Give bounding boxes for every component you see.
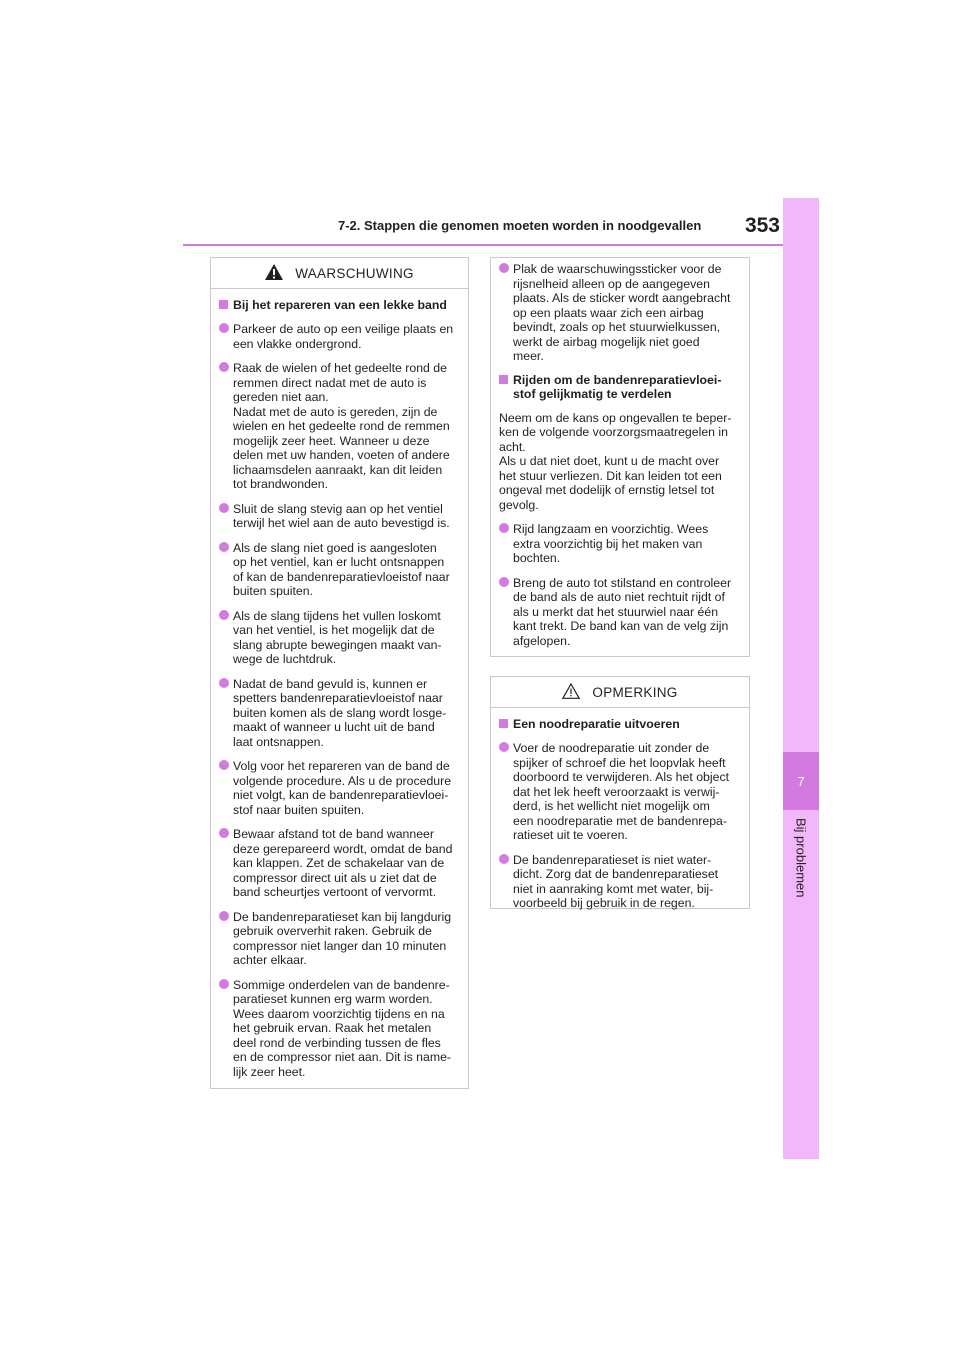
warning-bullet: Rijd langzaam en voorzichtig. Wees extra voorzichtig bij het maken van bochten. [499, 522, 741, 566]
warning-bullet: Parkeer de auto op een veilige plaats en een vlakke ondergrond. [219, 322, 460, 351]
bullet-dot-icon [219, 362, 229, 372]
bullet-dot-icon [219, 323, 229, 333]
bullet-dot-icon [499, 742, 509, 752]
notice-section-heading: Een noodreparatie uitvoeren [499, 717, 741, 731]
warning-bullet: De bandenreparatieset kan bij langdurig gebruik oververhit raken. Gebruik de compressor niet langer dan 10 minuten achter elkaar. [219, 910, 460, 968]
bullet-dot-icon [499, 577, 509, 587]
notice-header [491, 677, 749, 708]
warning-bullet: Volg voor het repareren van de band de volgende procedure. Als u de procedure niet volgt, kan de bandenreparatievloei- stof naar buiten spuiten. [219, 759, 460, 817]
warning-bullet: Plak de waarschuwingssticker voor de rijsnelheid alleen op de aangegeven plaats. Als de sticker wordt aangebracht op een plaats waar zich een airbag bevindt, zoals op het stuurwielkussen, werkt de airbag mogelijk niet goed meer. [499, 262, 741, 364]
bullet-dot-icon [499, 263, 509, 273]
warning-paragraph: Neem om de kans op ongevallen te beper- ken de volgende voorzorgsmaatregelen in acht. Als u dat niet doet, kunt u de macht over het stuur verliezen. Dit kan leiden tot een ongeval met dodelijk of ernstig letsel tot gevolg. [499, 410, 732, 512]
warning-bullet: Raak de wielen of het gedeelte rond de remmen direct nadat met de auto is gereden niet aan. Nadat met de auto is gereden, zijn de wielen en het gedeelte rond de remmen mogelijk zeer heet. Wanneer u deze delen met uw handen, voeten of andere lichaamsdelen aanraakt, kan dit leiden tot brandwonden. [219, 361, 460, 492]
notice-title: OPMERKING [592, 684, 678, 700]
caution-outline-triangle-icon [562, 683, 580, 702]
warning-bullet: Breng de auto tot stilstand en controleer de band als de auto niet rechtuit rijdt of als u merkt dat het stuurwiel naar één kant trekt. De band kan van de velg zijn afgelopen. [499, 576, 741, 649]
bullet-dot-icon [499, 854, 509, 864]
running-header: 7-2. Stappen die genomen moeten worden in noodgevallen [338, 218, 702, 233]
warning-title: WAARSCHUWING [295, 265, 414, 281]
warning-bullet: Als de slang niet goed is aangesloten op het ventiel, kan er lucht ontsnappen of kan de bandenreparatievloeistof naar buiten spuiten. [219, 541, 460, 599]
bullet-dot-icon [219, 503, 229, 513]
bullet-dot-icon [219, 760, 229, 770]
warning-bullet: Sommige onderdelen van de bandenre- paratieset kunnen erg warm worden. Wees daarom voorzichtig tijdens en na het gebruik ervan. Raak het metalen deel rond de verbinding tussen de fles en de compressor niet aan. Dit is name- lijk zeer heet. [219, 978, 460, 1080]
warning-box-continued [490, 257, 750, 657]
warning-filled-triangle-icon [265, 264, 283, 283]
bullet-dot-icon [219, 610, 229, 620]
warning-section-heading: Rijden om de bandenreparatievloei- stof gelijkmatig te verdelen [499, 373, 741, 401]
warning-bullet: Bewaar afstand tot de band wanneer deze gerepareerd wordt, omdat de band kan klappen. Zet de schakelaar van de compressor direct uit als u ziet dat de band scheurtjes vertoont of vervormt. [219, 827, 460, 900]
page-number: 353 [744, 214, 780, 237]
bullet-dot-icon [219, 678, 229, 688]
notice-box [490, 676, 750, 909]
warning-bullet: Nadat de band gevuld is, kunnen er spetters bandenreparatievloeistof naar buiten komen als de slang wordt losge- maakt of wanneer u lucht uit de band laat ontsnappen. [219, 677, 460, 750]
chapter-number-tab: 7 [783, 752, 819, 810]
header-rule [183, 244, 783, 246]
chapter-side-tab [783, 198, 819, 1159]
bullet-dot-icon [219, 911, 229, 921]
warning-section-heading: Bij het repareren van een lekke band [219, 298, 460, 312]
bullet-dot-icon [499, 523, 509, 533]
bullet-dot-icon [219, 542, 229, 552]
warning-header [211, 258, 468, 289]
warning-bullet: Als de slang tijdens het vullen loskomt van het ventiel, is het mogelijk dat de slang abrupte bewegingen maakt van- wege de luchtdruk. [219, 609, 460, 667]
warning-box [210, 257, 469, 1089]
bullet-dot-icon [219, 979, 229, 989]
notice-bullet: Voer de noodreparatie uit zonder de spijker of schroef die het loopvlak heeft doorboord te verwijderen. Als het object dat het lek heeft veroorzaakt is verwij- derd, is het wellicht niet mogelijk om een noodreparatie met de bandenrepa- ratieset uit te voeren. [499, 741, 741, 843]
chapter-label: Bij problemen [793, 818, 809, 898]
notice-bullet: De bandenreparatieset is niet water- dicht. Zorg dat de bandenreparatieset niet in aanraking komt met water, bij- voorbeeld bij gebruik in de regen. [499, 853, 741, 911]
bullet-dot-icon [219, 828, 229, 838]
warning-bullet: Sluit de slang stevig aan op het ventiel terwijl het wiel aan de auto bevestigd is. [219, 502, 460, 531]
